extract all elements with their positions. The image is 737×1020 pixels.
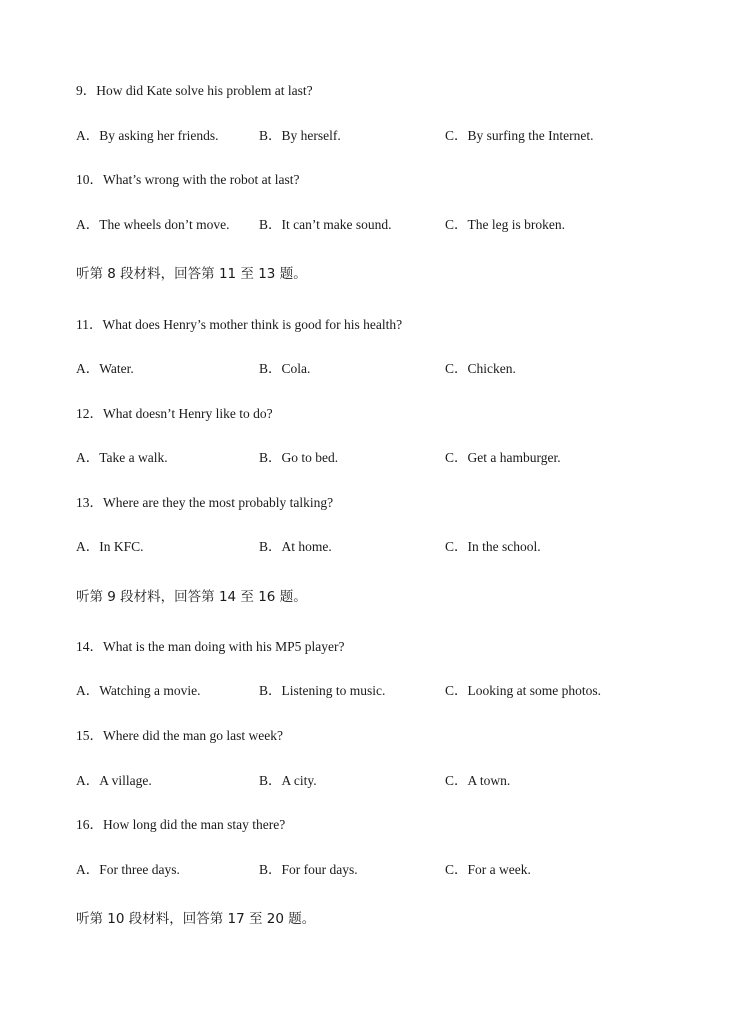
question-9-option-a: A．By asking her friends. [76,128,219,143]
question-15-stem: 15．Where did the man go last week? [76,728,283,743]
question-14-option-a: A．Watching a movie. [76,683,201,698]
question-11-option-b: B．Cola. [259,361,311,376]
question-14-option-b: B．Listening to music. [259,683,386,698]
question-10-option-c: C．The leg is broken. [445,217,565,232]
question-15-option-a: A．A village. [76,773,152,788]
section-heading-10: 听第 10 段材料，回答第 17 至 20 题。 [76,911,316,927]
question-14-option-c: C．Looking at some photos. [445,683,601,698]
question-15-option-c: C．A town. [445,773,511,788]
question-9-option-c: C．By surfing the Internet. [445,128,594,143]
question-12-option-a: A．Take a walk. [76,450,168,465]
section-heading-9: 听第 9 段材料，回答第 14 至 16 题。 [76,589,307,605]
question-16-option-c: C．For a week. [445,862,531,877]
question-14-stem: 14．What is the man doing with his MP5 player? [76,639,345,654]
question-10-option-a: A．The wheels don’t move. [76,217,230,232]
question-12-stem: 12．What doesn’t Henry like to do? [76,406,273,421]
question-11-option-c: C．Chicken. [445,361,516,376]
question-10-option-b: B．It can’t make sound. [259,217,392,232]
question-10-stem: 10．What’s wrong with the robot at last? [76,172,300,187]
question-16-option-b: B．For four days. [259,862,358,877]
question-15-option-b: B．A city. [259,773,317,788]
question-13-option-c: C．In the school. [445,539,541,554]
question-9-stem: 9．How did Kate solve his problem at last? [76,83,313,98]
question-9-option-b: B．By herself. [259,128,341,143]
question-11-option-a: A．Water. [76,361,134,376]
question-16-stem: 16．How long did the man stay there? [76,817,286,832]
question-12-option-c: C．Get a hamburger. [445,450,561,465]
question-16-option-a: A．For three days. [76,862,180,877]
question-11-stem: 11．What does Henry’s mother think is good for his health? [76,317,403,332]
question-12-option-b: B．Go to bed. [259,450,339,465]
question-13-stem: 13．Where are they the most probably talking? [76,495,334,510]
question-13-option-b: B．At home. [259,539,332,554]
section-heading-8: 听第 8 段材料，回答第 11 至 13 题。 [76,266,307,282]
question-13-option-a: A．In KFC. [76,539,144,554]
